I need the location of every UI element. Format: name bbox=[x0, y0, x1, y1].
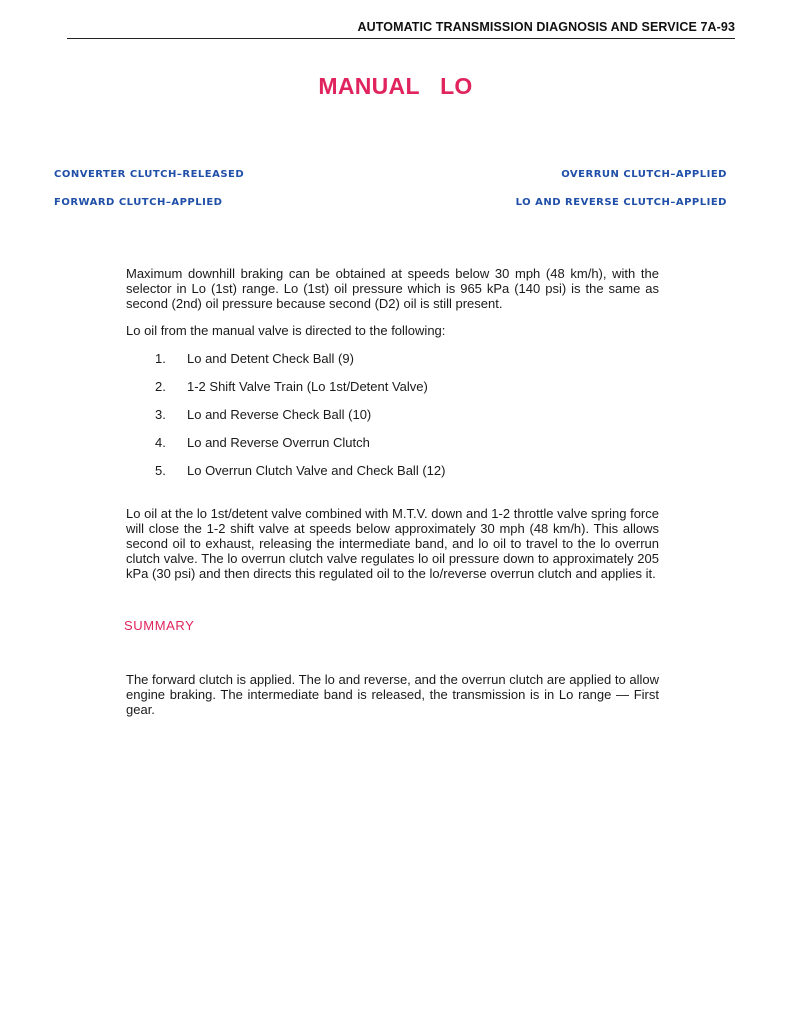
lo-oil-destinations-list bbox=[155, 351, 445, 491]
page-title: MANUAL LO bbox=[318, 73, 473, 99]
list-item: 5. Lo Overrun Clutch Valve and Check Ball (12) bbox=[155, 463, 446, 478]
list-item: 2. 1-2 Shift Valve Train (Lo 1st/Detent Valve) bbox=[155, 379, 428, 394]
list-item: 3. Lo and Reverse Check Ball (10) bbox=[155, 407, 372, 422]
header-title: AUTOMATIC TRANSMISSION DIAGNOSIS AND SERVICE 7A-93 bbox=[357, 20, 735, 34]
lo-reverse-clutch-status: LO AND REVERSE CLUTCH–APPLIED bbox=[515, 197, 727, 208]
forward-clutch-status: FORWARD CLUTCH–APPLIED bbox=[54, 197, 223, 208]
page-header bbox=[67, 18, 735, 39]
paragraph-summary: The forward clutch is applied. The lo and reverse, and the overrun clutch are applied to allow engine braking. The intermediate band is released, the transmission is in Lo range — First gear. bbox=[126, 672, 659, 717]
list-item: 1. Lo and Detent Check Ball (9) bbox=[155, 351, 354, 366]
list-item: 4. Lo and Reverse Overrun Clutch bbox=[155, 435, 370, 450]
paragraph-lo-oil-operation: Lo oil at the lo 1st/detent valve combined with M.T.V. down and 1-2 throttle valve spring force will close the 1-2 shift valve at speeds below approximately 30 mph (48 km/h). This allows second oil to exhaust, releasing the intermediate band, and lo oil to travel to the lo overrun clutch valve. The lo overrun clutch valve regulates lo oil pressure down to approximately 205 kPa (30 psi) and then directs this regulated oil to the lo/reverse overrun clutch and applies it. bbox=[126, 506, 659, 581]
paragraph-downhill-braking: Maximum downhill braking can be obtained at speeds below 30 mph (48 km/h), with the selector in Lo (1st) range. Lo (1st) oil pressure which is 965 kPa (140 psi) is the same as second (2nd) oil pressure because second (D2) oil is still present. bbox=[126, 266, 659, 311]
summary-heading: SUMMARY bbox=[124, 618, 195, 633]
overrun-clutch-status: OVERRUN CLUTCH–APPLIED bbox=[561, 169, 727, 180]
paragraph-lo-oil-intro: Lo oil from the manual valve is directed to the following: bbox=[126, 323, 446, 338]
converter-clutch-status: CONVERTER CLUTCH–RELEASED bbox=[54, 169, 245, 180]
